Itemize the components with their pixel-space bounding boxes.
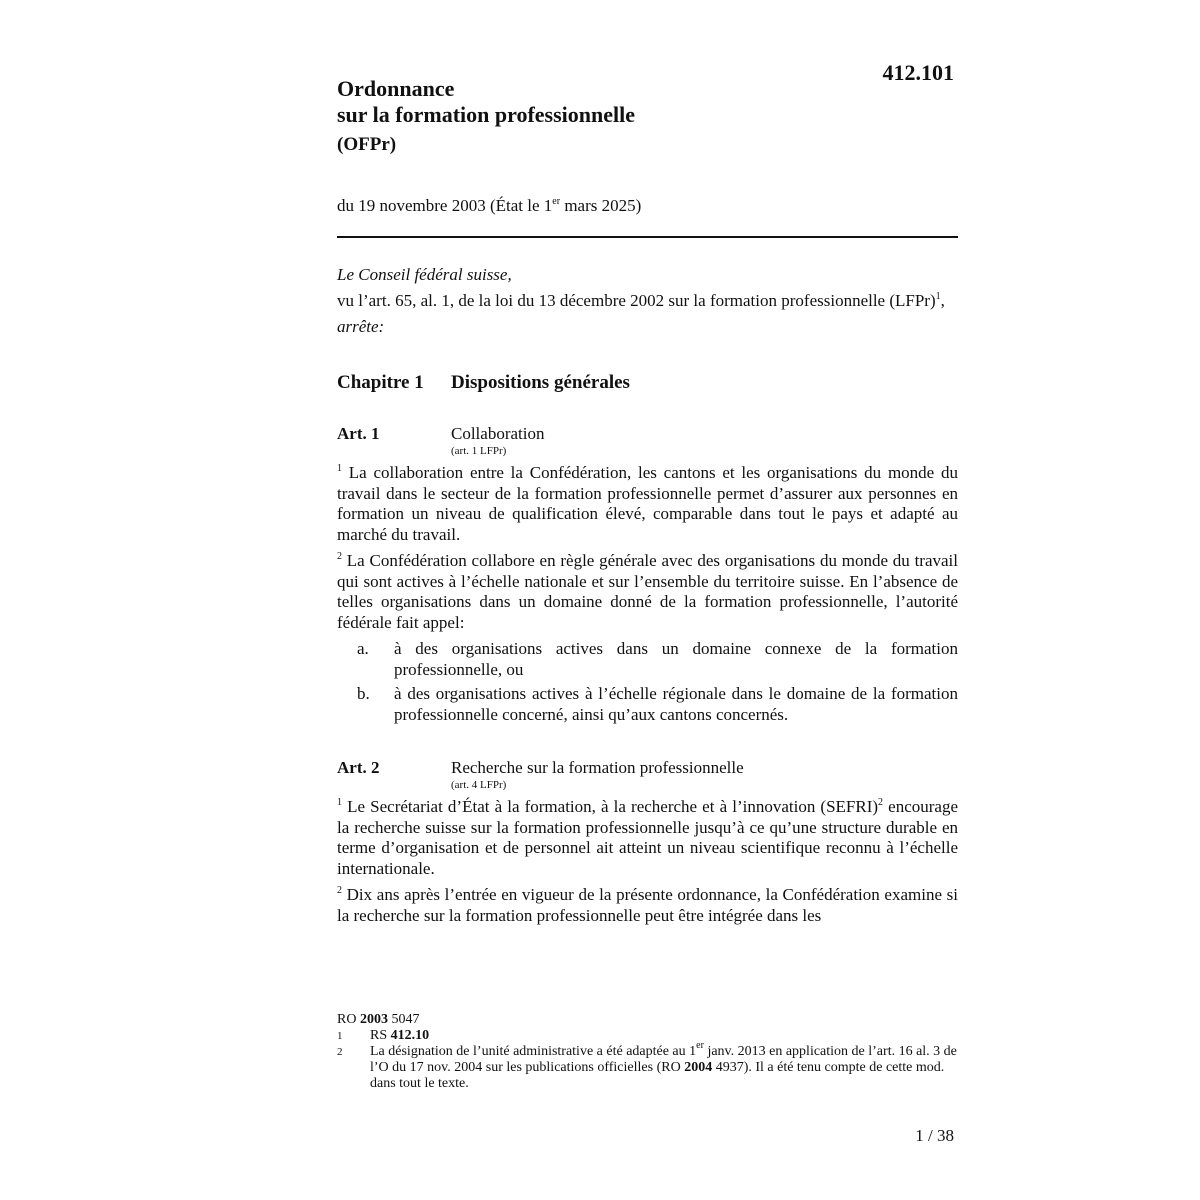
article-2-title: Recherche sur la formation professionnelle: [451, 758, 744, 777]
list-item: [337, 639, 958, 680]
footnote-text: [370, 1028, 958, 1044]
para-text: Le Secrétariat d’État à la formation, à la recherche et à l’innovation (SEFRI): [342, 797, 879, 816]
preamble-basis: [337, 290, 958, 311]
date-prefix: du 19 novembre 2003 (État le 1: [337, 196, 553, 215]
article-2-para-1: [337, 797, 958, 879]
para-number: 1: [337, 797, 342, 808]
fn2-part-c: 4937). Il a été tenu compte de cette mod. dans tout le texte.: [370, 1060, 945, 1091]
fn1-prefix: RS: [370, 1028, 391, 1043]
date-suffix: mars 2025): [560, 196, 642, 215]
document-abbreviation: (OFPr): [337, 134, 397, 155]
para-text: La collaboration entre la Confédération, les cantons et les organisations du monde du travail dans le secteur de la formation professionnelle permet d’assurer aux personnes en formation un niveau de qualification élevé, comparable dans tout le pays et adapté au marché du travail.: [337, 463, 958, 544]
article-1-list: [337, 639, 958, 725]
header-rule: [337, 236, 958, 238]
list-item-label: a.: [357, 639, 369, 658]
list-item: [337, 684, 958, 725]
article-1-heading: [337, 424, 958, 457]
document-title: [337, 76, 958, 128]
chapter-title: Dispositions générales: [451, 372, 630, 393]
para-number: 2: [337, 551, 342, 562]
footnote-ref-1[interactable]: 1: [935, 291, 941, 302]
footnote-number: 2: [337, 1046, 343, 1058]
article-2-para-2: [337, 885, 958, 926]
article-2-ref: (art. 4 LFPr): [451, 779, 507, 791]
title-line-2: sur la formation professionnelle: [337, 102, 636, 127]
ro-reference: [337, 1012, 958, 1028]
article-1-number: Art. 1: [337, 424, 380, 443]
fn2-bold: 2004: [684, 1060, 713, 1075]
footnote-number: 1: [337, 1030, 343, 1042]
footnote-text: [370, 1040, 958, 1092]
ro-page: 5047: [387, 1012, 420, 1027]
preamble-basis-end: ,: [940, 291, 945, 310]
footnote-1: [337, 1028, 958, 1044]
fn2-part-b: janv. 2013 en application de l’art. 16 al. 3 de l’O du 17 nov. 2004 sur les publications officielles (RO: [370, 1044, 957, 1075]
article-1-ref: (art. 1 LFPr): [451, 445, 507, 457]
para-text: La Confédération collabore en règle générale avec des organisations du monde du travail qui sont actives à l’échelle nationale et sur l’ensemble du territoire suisse. En l’absence de telles organisations dans un domaine donné de la formation professionnelle, l’autorité fédérale fait appel:: [337, 551, 958, 632]
article-2-number: Art. 2: [337, 758, 380, 777]
para-number: 2: [337, 885, 342, 896]
fn2-sup: er: [696, 1040, 704, 1051]
preamble: [337, 264, 958, 337]
list-item-text: à des organisations actives dans un domaine connexe de la formation professionnelle, ou: [394, 639, 958, 679]
date-sup: er: [552, 196, 561, 207]
document-date: [337, 196, 958, 216]
para-text: encourage la recherche suisse sur la formation professionnelle jusqu’à ce qu’une structure durable en terme d’organisation et de personnel ait atteint un niveau scientifique reconnu à l’échelle internationale.: [337, 797, 958, 878]
article-1-para-2: [337, 551, 958, 633]
article-2-heading: [337, 758, 958, 791]
footnotes: [337, 1012, 958, 1092]
para-text: Dix ans après l’entrée en vigueur de la présente ordonnance, la Confédération examine si la recherche sur la formation professionnelle peut être intégrée dans les: [337, 885, 958, 925]
footnote-ref-2[interactable]: 2: [878, 797, 884, 808]
sr-number: 412.101: [882, 60, 954, 85]
footnote-2: [337, 1040, 958, 1092]
ro-prefix: RO: [337, 1012, 360, 1027]
list-item-label: b.: [357, 684, 370, 703]
article-1-title: Collaboration: [451, 424, 545, 443]
ro-year: 2003: [359, 1012, 388, 1027]
preamble-decree: arrête:: [337, 317, 385, 336]
preamble-authority: Le Conseil fédéral suisse,: [337, 265, 512, 284]
chapter-number: Chapitre 1: [337, 372, 424, 393]
preamble-basis-text: vu l’art. 65, al. 1, de la loi du 13 décembre 2002 sur la formation professionnelle (LFPr): [337, 291, 936, 310]
document-page: [337, 60, 958, 926]
article-1-para-1: [337, 463, 958, 545]
chapter-heading: [337, 372, 958, 394]
fn2-part-a: La désignation de l’unité administrative a été adaptée au 1: [370, 1044, 697, 1059]
page-number: 1 / 38: [915, 1126, 954, 1145]
fn1-bold: 412.10: [390, 1028, 430, 1043]
title-line-1: Ordonnance: [337, 76, 455, 101]
para-number: 1: [337, 463, 342, 474]
list-item-text: à des organisations actives à l’échelle régionale dans le domaine de la formation professionnelle concerné, ainsi qu’aux cantons concernés.: [394, 684, 958, 724]
